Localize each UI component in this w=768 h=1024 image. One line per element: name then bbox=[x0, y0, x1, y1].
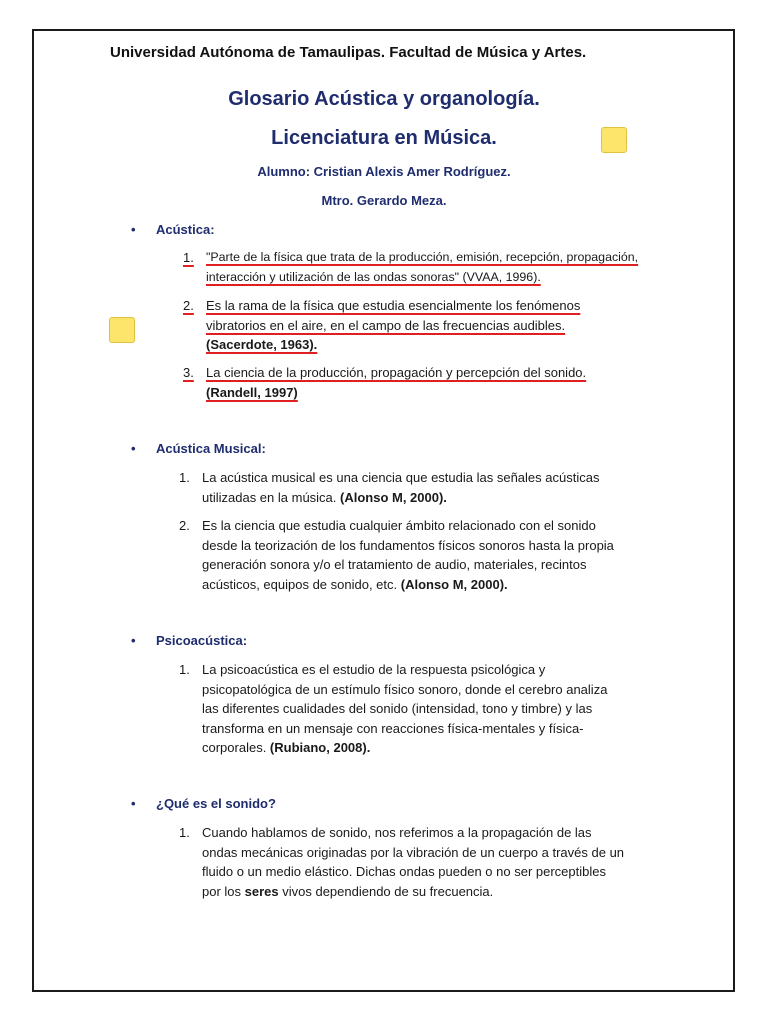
bullet-icon: • bbox=[131, 222, 136, 237]
institution-header: Universidad Autónoma de Tamaulipas. Facultad de Música y Artes. bbox=[110, 44, 587, 61]
sticky-note-icon[interactable] bbox=[109, 317, 135, 343]
document-subtitle: Licenciatura en Música. bbox=[271, 127, 497, 149]
bullet-icon: • bbox=[131, 796, 136, 811]
student-name: Alumno: Cristian Alexis Amer Rodríguez. bbox=[257, 164, 511, 179]
section-heading-acustica: • Acústica: bbox=[131, 222, 215, 237]
bullet-icon: • bbox=[131, 441, 136, 456]
bullet-icon: • bbox=[131, 633, 136, 648]
section-heading-sonido: • ¿Qué es el sonido? bbox=[131, 796, 276, 811]
sticky-note-icon[interactable] bbox=[601, 127, 627, 153]
teacher-name: Mtro. Gerardo Meza. bbox=[321, 193, 447, 208]
document-title: Glosario Acústica y organología. bbox=[228, 88, 540, 110]
section-heading-acustica-musical: • Acústica Musical: bbox=[131, 441, 266, 456]
section-heading-psicoacustica: • Psicoacústica: bbox=[131, 633, 248, 648]
